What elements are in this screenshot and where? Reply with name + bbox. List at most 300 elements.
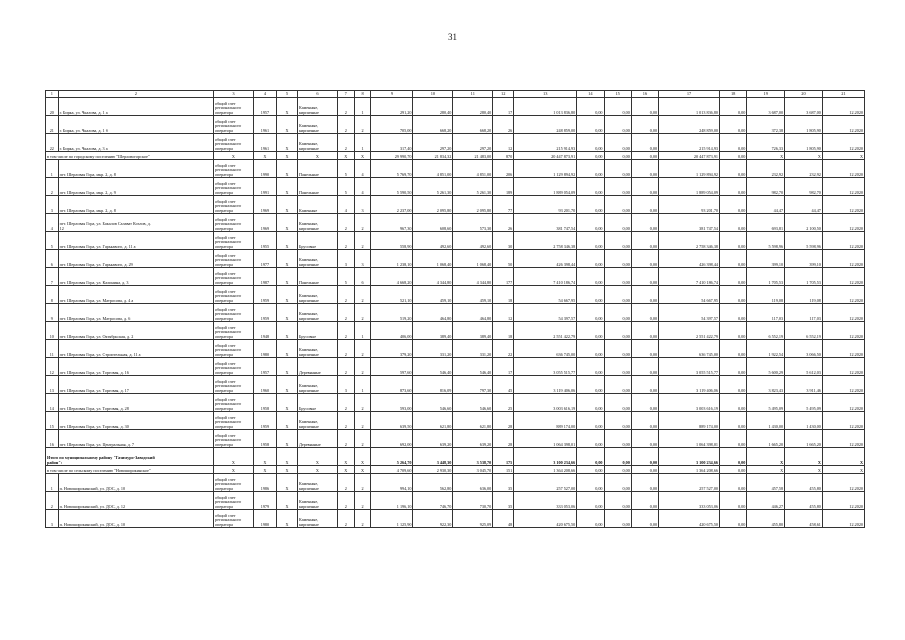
owner-funds: 20 447 873,91 [659, 152, 720, 160]
wall-material [297, 394, 337, 412]
premises-area: 546,60 [413, 394, 453, 412]
table-row [46, 412, 865, 430]
column-number-header: 16 [631, 91, 658, 98]
unit-cost: 1 430,00 [747, 412, 785, 430]
wall-material-line: кирпичные [298, 109, 319, 115]
wall-material-line: Каменные, [298, 221, 319, 227]
wall-material-line: кирпичные [298, 127, 319, 133]
other-funds: 0,00 [720, 358, 747, 376]
owner-funds: 7 410 186,74 [659, 268, 720, 286]
local-funds: 0,00 [631, 116, 658, 134]
unit-cost: 399,10 [747, 250, 785, 268]
other-funds: 0,00 [720, 268, 747, 286]
max-unit-cost: 455,80 [785, 492, 823, 510]
fund-method-line: оператора [214, 109, 233, 115]
fund-method [213, 178, 253, 196]
fund-method [213, 322, 253, 340]
commission-year: 1977 [253, 250, 276, 268]
owner-funds: 636 745,00 [659, 340, 720, 358]
max-unit-cost: 5 598,96 [785, 232, 823, 250]
repair-cost-total: 333 053,06 [514, 492, 577, 510]
unit-cost: 457,58 [747, 474, 785, 492]
fund-method-line: оператора [214, 145, 233, 151]
federal-funds: 0,00 [577, 466, 604, 474]
wall-material-line: кирпичные [298, 423, 319, 429]
wall-material-line: Каменные, [298, 293, 319, 299]
local-funds: 0,00 [631, 322, 658, 340]
fund-method-line: общий счет [214, 252, 236, 258]
wall-material [297, 134, 337, 152]
fund-method-line: регионального [214, 401, 242, 407]
residential-area: 639,20 [453, 430, 493, 448]
fund-method [213, 268, 253, 286]
wall-material [297, 196, 337, 214]
fund-method-line: оператора [214, 423, 233, 429]
federal-funds: 0,00 [577, 268, 604, 286]
max-unit-cost: 982,70 [785, 178, 823, 196]
premises-area: 492,60 [413, 232, 453, 250]
federal-funds: 0,00 [577, 214, 604, 232]
row-number: 1 [46, 474, 59, 492]
premises-area: 389,40 [413, 322, 453, 340]
entrances: 2 [354, 286, 371, 304]
repair-cost-total: 2 551 422,79 [514, 322, 577, 340]
owner-funds: 54 667,95 [659, 286, 720, 304]
commission-year: 1980 [253, 340, 276, 358]
column-number-header: 3 [213, 91, 253, 98]
max-unit-cost: 458,61 [785, 510, 823, 528]
residents: 35 [493, 474, 514, 492]
wall-material-line: Каменные, [298, 257, 319, 263]
federal-funds: 0,00 [577, 358, 604, 376]
entrances: 2 [354, 232, 371, 250]
total-area: 593,00 [371, 394, 413, 412]
placeholder-x: X [276, 430, 297, 448]
local-funds: 0,00 [631, 134, 658, 152]
entrances: 3 [354, 250, 371, 268]
floors: 2 [337, 322, 354, 340]
unit-cost: 117,03 [747, 304, 785, 322]
local-funds: 0,00 [631, 340, 658, 358]
entrances: 1 [354, 134, 371, 152]
other-funds: 0,00 [720, 322, 747, 340]
fund-method [213, 98, 253, 116]
residential-area: 621,80 [453, 412, 493, 430]
residents: 26 [493, 214, 514, 232]
owner-funds: 1 364 208,66 [659, 466, 720, 474]
regional-funds: 0,00 [604, 430, 631, 448]
other-funds: 0,00 [720, 492, 747, 510]
local-funds: 0,00 [631, 160, 658, 178]
regional-funds: 0,00 [604, 286, 631, 304]
fund-method-line: регионального [214, 419, 242, 425]
placeholder-x: X [297, 466, 337, 474]
federal-funds: 0,00 [577, 510, 604, 528]
commission-year: 1948 [253, 322, 276, 340]
local-funds: 0,00 [631, 178, 658, 196]
placeholder-x: X [354, 448, 371, 466]
local-funds: 0,00 [631, 466, 658, 474]
premises-area: 4 851,00 [413, 160, 453, 178]
residential-area: 2 095,80 [453, 196, 493, 214]
owner-funds: 1 013 836,80 [659, 98, 720, 116]
completion-date: 12.2020 [822, 304, 864, 322]
table-row [46, 160, 865, 178]
max-unit-cost: 6 552,19 [785, 322, 823, 340]
residential-area: 280,40 [453, 98, 493, 116]
fund-method-line: оператора [214, 189, 233, 195]
local-funds: 0,00 [631, 412, 658, 430]
max-unit-cost: 5 612,03 [785, 358, 823, 376]
completion-date: 12.2020 [822, 116, 864, 134]
residential-area: 5 261,30 [453, 178, 493, 196]
completion-date: 12.2020 [822, 340, 864, 358]
residential-area: 730,70 [453, 492, 493, 510]
floors: 2 [337, 116, 354, 134]
federal-funds: 0,00 [577, 178, 604, 196]
completion-date: X [822, 448, 864, 466]
fund-method-line: общий счет [214, 360, 236, 366]
wall-material [297, 412, 337, 430]
fund-method-line: регионального [214, 239, 242, 245]
unit-cost: 5 495,09 [747, 394, 785, 412]
column-number-header: 10 [413, 91, 453, 98]
fund-method-line: регионального [214, 203, 242, 209]
fund-method-line: общий счет [214, 198, 236, 204]
unit-cost: 1 922,54 [747, 340, 785, 358]
completion-date: 12.2020 [822, 376, 864, 394]
wall-material-line: Каменные, [298, 311, 319, 317]
wall-material-line: Каменные, [298, 123, 319, 129]
row-number: 16 [46, 430, 59, 448]
fund-method [213, 376, 253, 394]
fund-method-line: регионального [214, 167, 242, 173]
residents: 35 [493, 492, 514, 510]
column-number-header: 15 [604, 91, 631, 98]
local-funds: 0,00 [631, 196, 658, 214]
group-label-line: район": [47, 459, 63, 465]
repair-cost-total: 7 410 186,74 [514, 268, 577, 286]
wall-material [297, 322, 337, 340]
column-number-header: 18 [720, 91, 747, 98]
fund-method-line: общий счет [214, 494, 236, 500]
local-funds: 0,00 [631, 492, 658, 510]
completion-date: 12.2020 [822, 214, 864, 232]
owner-funds: 54 397,57 [659, 304, 720, 322]
repair-cost-total: 257 527,00 [514, 474, 577, 492]
fund-method-line: оператора [214, 441, 233, 447]
fund-method-line: общий счет [214, 288, 236, 294]
table-row [46, 394, 865, 412]
page-number: 31 [448, 32, 457, 42]
table-row [46, 178, 865, 196]
wall-material-line: кирпичные [298, 225, 319, 231]
regional-funds: 0,00 [604, 304, 631, 322]
fund-method [213, 304, 253, 322]
regional-funds: 0,00 [604, 196, 631, 214]
row-number: 10 [46, 322, 59, 340]
residents: 17 [493, 98, 514, 116]
max-unit-cost: 1 665,20 [785, 430, 823, 448]
residential-area: 1 068,40 [453, 250, 493, 268]
fund-method-line: регионального [214, 257, 242, 263]
row-number: 2 [46, 492, 59, 510]
commission-year: 1957 [253, 98, 276, 116]
house-address: пгт. Шерловая Гора, ул. Матросова, д. 4 а [58, 286, 213, 304]
premises-area: 4 344,80 [413, 268, 453, 286]
repair-cost-total: 20 447 873,91 [514, 152, 577, 160]
row-number: 3 [46, 196, 59, 214]
regional-funds: 0,00 [604, 448, 631, 466]
premises-area: 668,20 [413, 116, 453, 134]
max-unit-cost: 1 805,90 [785, 134, 823, 152]
total-area: 29 990,70 [371, 152, 413, 160]
residential-area: 546,40 [453, 358, 493, 376]
max-unit-cost: 1 705,53 [785, 268, 823, 286]
floors: 2 [337, 214, 354, 232]
fund-method-line: оператора [214, 225, 233, 231]
fund-method-line: общий счет [214, 324, 236, 330]
owner-funds: 420 675,50 [659, 510, 720, 528]
fund-method-line: регионального [214, 123, 242, 129]
regional-funds: 0,00 [604, 474, 631, 492]
house-address: пгт. Шерловая Гора, ул. Октябрьская, д. 2 [58, 322, 213, 340]
repair-cost-total: 426 398,44 [514, 250, 577, 268]
total-area: 967,30 [371, 214, 413, 232]
fund-method-line: общий счет [214, 234, 236, 240]
unit-cost: 1 705,53 [747, 268, 785, 286]
table-row [46, 196, 865, 214]
table-row [46, 286, 865, 304]
commission-year: 1960 [253, 376, 276, 394]
entrances: 6 [354, 268, 371, 286]
fund-method-line: регионального [214, 517, 242, 523]
owner-funds: 381 747,54 [659, 214, 720, 232]
repair-cost-total: 3 003 616,19 [514, 394, 577, 412]
premises-area: 459,10 [413, 286, 453, 304]
row-number: 4 [46, 214, 59, 232]
repair-cost-total: 1 013 836,80 [514, 98, 577, 116]
wall-material [297, 250, 337, 268]
fund-method [213, 232, 253, 250]
federal-funds: 0,00 [577, 394, 604, 412]
house-address: пгт. Шерловая Гора, мкр. 2, д. 8 [58, 196, 213, 214]
table-row [46, 214, 865, 232]
premises-area: 2 930,30 [413, 466, 453, 474]
fund-method [213, 474, 253, 492]
federal-funds: 0,00 [577, 286, 604, 304]
row-number: 9 [46, 304, 59, 322]
wall-material-line: кирпичные [298, 387, 319, 393]
other-funds: 0,00 [720, 160, 747, 178]
commission-year: 1958 [253, 430, 276, 448]
total-area: 5 264,70 [371, 448, 413, 466]
table-row [46, 250, 865, 268]
wall-material [297, 178, 337, 196]
max-unit-cost: 1 430,00 [785, 412, 823, 430]
total-area: 639,50 [371, 412, 413, 430]
max-unit-cost: 3 911,46 [785, 376, 823, 394]
column-number-header: 17 [659, 91, 720, 98]
unit-cost: 372,38 [747, 116, 785, 134]
placeholder-x: X [276, 340, 297, 358]
repair-cost-total: 1 364 208,66 [514, 466, 577, 474]
unit-cost: 5 600,29 [747, 358, 785, 376]
residential-area: 3 538,70 [453, 448, 493, 466]
fund-method-line: оператора [214, 261, 233, 267]
wall-material [297, 510, 337, 528]
owner-funds: 3 003 616,19 [659, 394, 720, 412]
fund-method [213, 358, 253, 376]
fund-method [213, 116, 253, 134]
fund-method-line: регионального [214, 275, 242, 281]
house-address [58, 214, 213, 232]
house-address: пгт. Шерловая Гора, ул. Торговая, д. 30 [58, 412, 213, 430]
total-area: 692,00 [371, 430, 413, 448]
local-funds: 0,00 [631, 394, 658, 412]
commission-year: 1986 [253, 474, 276, 492]
max-unit-cost: 2 100,50 [785, 214, 823, 232]
federal-funds: 0,00 [577, 340, 604, 358]
local-funds: 0,00 [631, 510, 658, 528]
regional-funds: 0,00 [604, 358, 631, 376]
floors: 2 [337, 134, 354, 152]
residents: 48 [493, 510, 514, 528]
fund-method-line: общий счет [214, 100, 236, 106]
regional-funds: 0,00 [604, 98, 631, 116]
floors: 2 [337, 430, 354, 448]
entrances: 2 [354, 304, 371, 322]
table-row [46, 492, 865, 510]
fund-method-line: общий счет [214, 396, 236, 402]
max-unit-cost: X [785, 466, 823, 474]
wall-material-line: Брусовые [298, 333, 317, 339]
fund-method-line: общий счет [214, 342, 236, 348]
total-area: 873,60 [371, 376, 413, 394]
column-number-header: 1 [46, 91, 59, 98]
fund-method-line: оператора [214, 333, 233, 339]
residents: 206 [493, 160, 514, 178]
unit-cost: 5 598,96 [747, 232, 785, 250]
max-unit-cost: 1 805,90 [785, 116, 823, 134]
regional-funds: 0,00 [604, 466, 631, 474]
commission-year: 1959 [253, 412, 276, 430]
entrances: 2 [354, 412, 371, 430]
house-address: п. Новоширокинский, ул. ДОС, д. 10 [58, 474, 213, 492]
federal-funds: 0,00 [577, 134, 604, 152]
table-row [46, 358, 865, 376]
total-area: 5 769,70 [371, 160, 413, 178]
owner-funds: 889 174,00 [659, 412, 720, 430]
fund-method-line: оператора [214, 387, 233, 393]
floors: 2 [337, 232, 354, 250]
wall-material-line: Панельные [298, 189, 319, 195]
residents: 28 [493, 430, 514, 448]
entrances: 2 [354, 340, 371, 358]
wall-material-line: Деревянные [298, 369, 321, 375]
entrances: 2 [354, 214, 371, 232]
other-funds: 0,00 [720, 340, 747, 358]
column-number-header: 4 [253, 91, 276, 98]
unit-cost: 232,92 [747, 160, 785, 178]
repair-cost-total: 215 914,93 [514, 134, 577, 152]
owner-funds: 257 527,00 [659, 474, 720, 492]
wall-material [297, 358, 337, 376]
fund-method-line: оператора [214, 351, 233, 357]
residential-area: 546,60 [453, 394, 493, 412]
table-row [46, 376, 865, 394]
max-unit-cost: 455,80 [785, 474, 823, 492]
residential-area: 492,60 [453, 232, 493, 250]
fund-method-line: общий счет [214, 432, 236, 438]
fund-method-line: регионального [214, 221, 242, 227]
wall-material-line: Каменные, [298, 347, 319, 353]
unit-cost: 446,27 [747, 492, 785, 510]
owner-funds: 426 398,44 [659, 250, 720, 268]
total-area: 2 237,00 [371, 196, 413, 214]
repair-cost-total: 54 667,95 [514, 286, 577, 304]
row-number: 8 [46, 286, 59, 304]
floors: 5 [337, 178, 354, 196]
completion-date: X [822, 152, 864, 160]
fund-method [213, 394, 253, 412]
federal-funds: 0,00 [577, 116, 604, 134]
other-funds: 0,00 [720, 250, 747, 268]
premises-area: 639,20 [413, 430, 453, 448]
federal-funds: 0,00 [577, 196, 604, 214]
fund-method-line: регионального [214, 105, 242, 111]
repair-cost-total: 1 889 054,09 [514, 178, 577, 196]
residential-area: 389,40 [453, 322, 493, 340]
floors: 5 [337, 160, 354, 178]
federal-funds: 0,00 [577, 474, 604, 492]
other-funds: 0,00 [720, 286, 747, 304]
wall-material-line: кирпичные [298, 485, 319, 491]
entrances: 2 [354, 394, 371, 412]
local-funds: 0,00 [631, 250, 658, 268]
residents: 77 [493, 196, 514, 214]
wall-material [297, 492, 337, 510]
unit-cost: X [747, 448, 785, 466]
fund-method [213, 430, 253, 448]
floors: 2 [337, 340, 354, 358]
residents: 28 [493, 412, 514, 430]
column-number-header: 12 [493, 91, 514, 98]
other-funds: 0,00 [720, 376, 747, 394]
max-unit-cost: 44,47 [785, 196, 823, 214]
group-label [46, 448, 214, 466]
residential-area: 668,20 [453, 116, 493, 134]
fund-method-line: оператора [214, 297, 233, 303]
residential-area: 331,20 [453, 340, 493, 358]
regional-funds: 0,00 [604, 412, 631, 430]
entrances: 4 [354, 178, 371, 196]
max-unit-cost: 117,03 [785, 304, 823, 322]
federal-funds: 0,00 [577, 376, 604, 394]
repair-cost-total: 3 055 515,77 [514, 358, 577, 376]
floors: 2 [337, 492, 354, 510]
residential-area: 459,10 [453, 286, 493, 304]
column-number-header: 9 [371, 91, 413, 98]
wall-material-line: Брусовые [298, 243, 317, 249]
entrances: 2 [354, 116, 371, 134]
placeholder-x: X [276, 116, 297, 134]
house-address: пгт. Шерловая Гора, ул. Центральная, д. 7 [58, 430, 213, 448]
unit-cost: 44,47 [747, 196, 785, 214]
residents: 18 [493, 322, 514, 340]
max-unit-cost: 119,08 [785, 286, 823, 304]
regional-funds: 0,00 [604, 394, 631, 412]
